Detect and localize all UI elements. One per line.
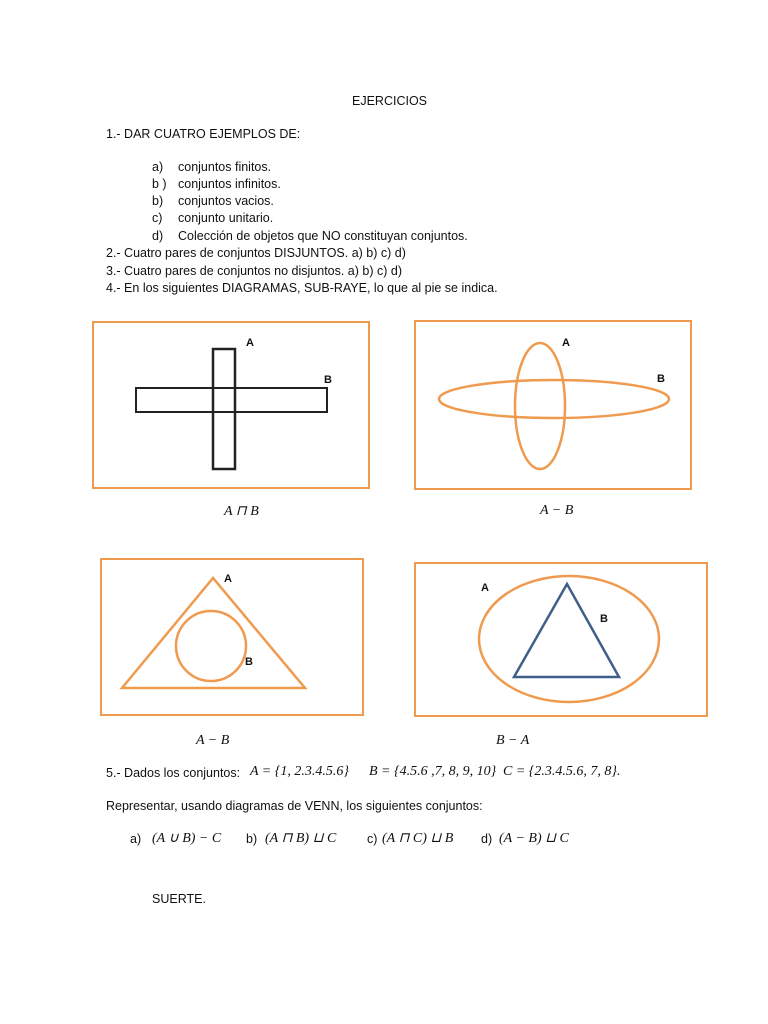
- rect-b-horizontal: [136, 388, 327, 412]
- set-label-a: A: [562, 337, 570, 349]
- circle-b: [176, 611, 246, 681]
- q1-item: [152, 177, 281, 191]
- q4-text: 4.- En los siguientes DIAGRAMAS, SUB-RAYE, lo que al pie se indica.: [106, 281, 498, 295]
- ellipse-a: [479, 576, 659, 702]
- q1-item: [152, 160, 271, 174]
- q5-part-key: c): [367, 832, 378, 846]
- q3-text: 3.- Cuatro pares de conjuntos no disjuntos. a) b) c) d): [106, 264, 402, 278]
- ellipse-shapes: [416, 322, 694, 492]
- q1-item-key: c): [152, 211, 163, 225]
- set-c-definition: C = {2.3.4.5.6, 7, 8}.: [503, 764, 621, 779]
- q1-item: [152, 194, 274, 208]
- set-b-definition: B = {4.5.6 ,7, 8, 9, 10}: [369, 764, 497, 779]
- q5-part-key: b): [246, 832, 258, 846]
- q1-item-text: conjunto unitario.: [178, 211, 274, 225]
- set-a-definition: A = {1, 2.3.4.5.6}: [250, 764, 349, 779]
- set-label-b: B: [657, 373, 665, 385]
- q5-part-key: a): [130, 832, 142, 846]
- q5-part-expr: (A ⊓ C) ⊔ B: [382, 831, 454, 846]
- diagram-caption: A − B: [540, 503, 574, 518]
- cross-shapes: [94, 323, 372, 491]
- q1-item-key: b ): [152, 177, 167, 191]
- diagram-triangle-circle: [100, 558, 364, 716]
- set-label-a: A: [224, 573, 232, 585]
- q1-heading: 1.- DAR CUATRO EJEMPLOS DE:: [106, 127, 301, 141]
- triangle-a: [122, 578, 305, 688]
- set-label-b: B: [600, 613, 608, 625]
- q1-item-key: a): [152, 160, 164, 174]
- ellipse-b-horizontal: [439, 380, 669, 418]
- set-label-a: A: [246, 337, 254, 349]
- diagram-caption: B − A: [496, 733, 530, 748]
- diagram-caption: A − B: [196, 733, 230, 748]
- page-title: EJERCICIOS: [352, 94, 428, 108]
- diagram-ellipse-triangle: [414, 562, 708, 717]
- q1-item-key: b): [152, 194, 164, 208]
- closing-text: SUERTE.: [152, 892, 206, 906]
- ellipse-triangle-shapes: [416, 564, 710, 719]
- triangle-b: [514, 584, 619, 677]
- q5-part-expr: (A ⊓ B) ⊔ C: [265, 831, 337, 846]
- q1-item-text: Colección de objetos que NO constituyan conjuntos.: [178, 229, 468, 243]
- set-label-b: B: [245, 656, 253, 668]
- triangle-circle-shapes: [102, 560, 366, 718]
- q5-part-expr: (A − B) ⊔ C: [499, 831, 569, 846]
- diagram-cross: [92, 321, 370, 489]
- q1-item-key: d): [152, 229, 164, 243]
- q5-intro: 5.- Dados los conjuntos:: [106, 766, 241, 780]
- set-label-b: B: [324, 374, 332, 386]
- q1-item: [152, 229, 468, 243]
- set-label-a: A: [481, 582, 489, 594]
- rect-a-vertical: [213, 349, 235, 469]
- diagram-ellipses: [414, 320, 692, 490]
- q5-represent: Representar, usando diagramas de VENN, los siguientes conjuntos:: [106, 799, 483, 813]
- diagram-caption: A ⊓ B: [224, 504, 259, 519]
- q2-text: 2.- Cuatro pares de conjuntos DISJUNTOS. a) b) c) d): [106, 246, 406, 260]
- q5-part-expr: (A ∪ B) − C: [152, 831, 222, 846]
- q1-item-text: conjuntos finitos.: [178, 160, 272, 174]
- q1-item-text: conjuntos infinitos.: [178, 177, 281, 191]
- q5-part-key: d): [481, 832, 493, 846]
- q1-item-text: conjuntos vacios.: [178, 194, 274, 208]
- ellipse-a-vertical: [515, 343, 565, 469]
- q1-item: [152, 211, 273, 225]
